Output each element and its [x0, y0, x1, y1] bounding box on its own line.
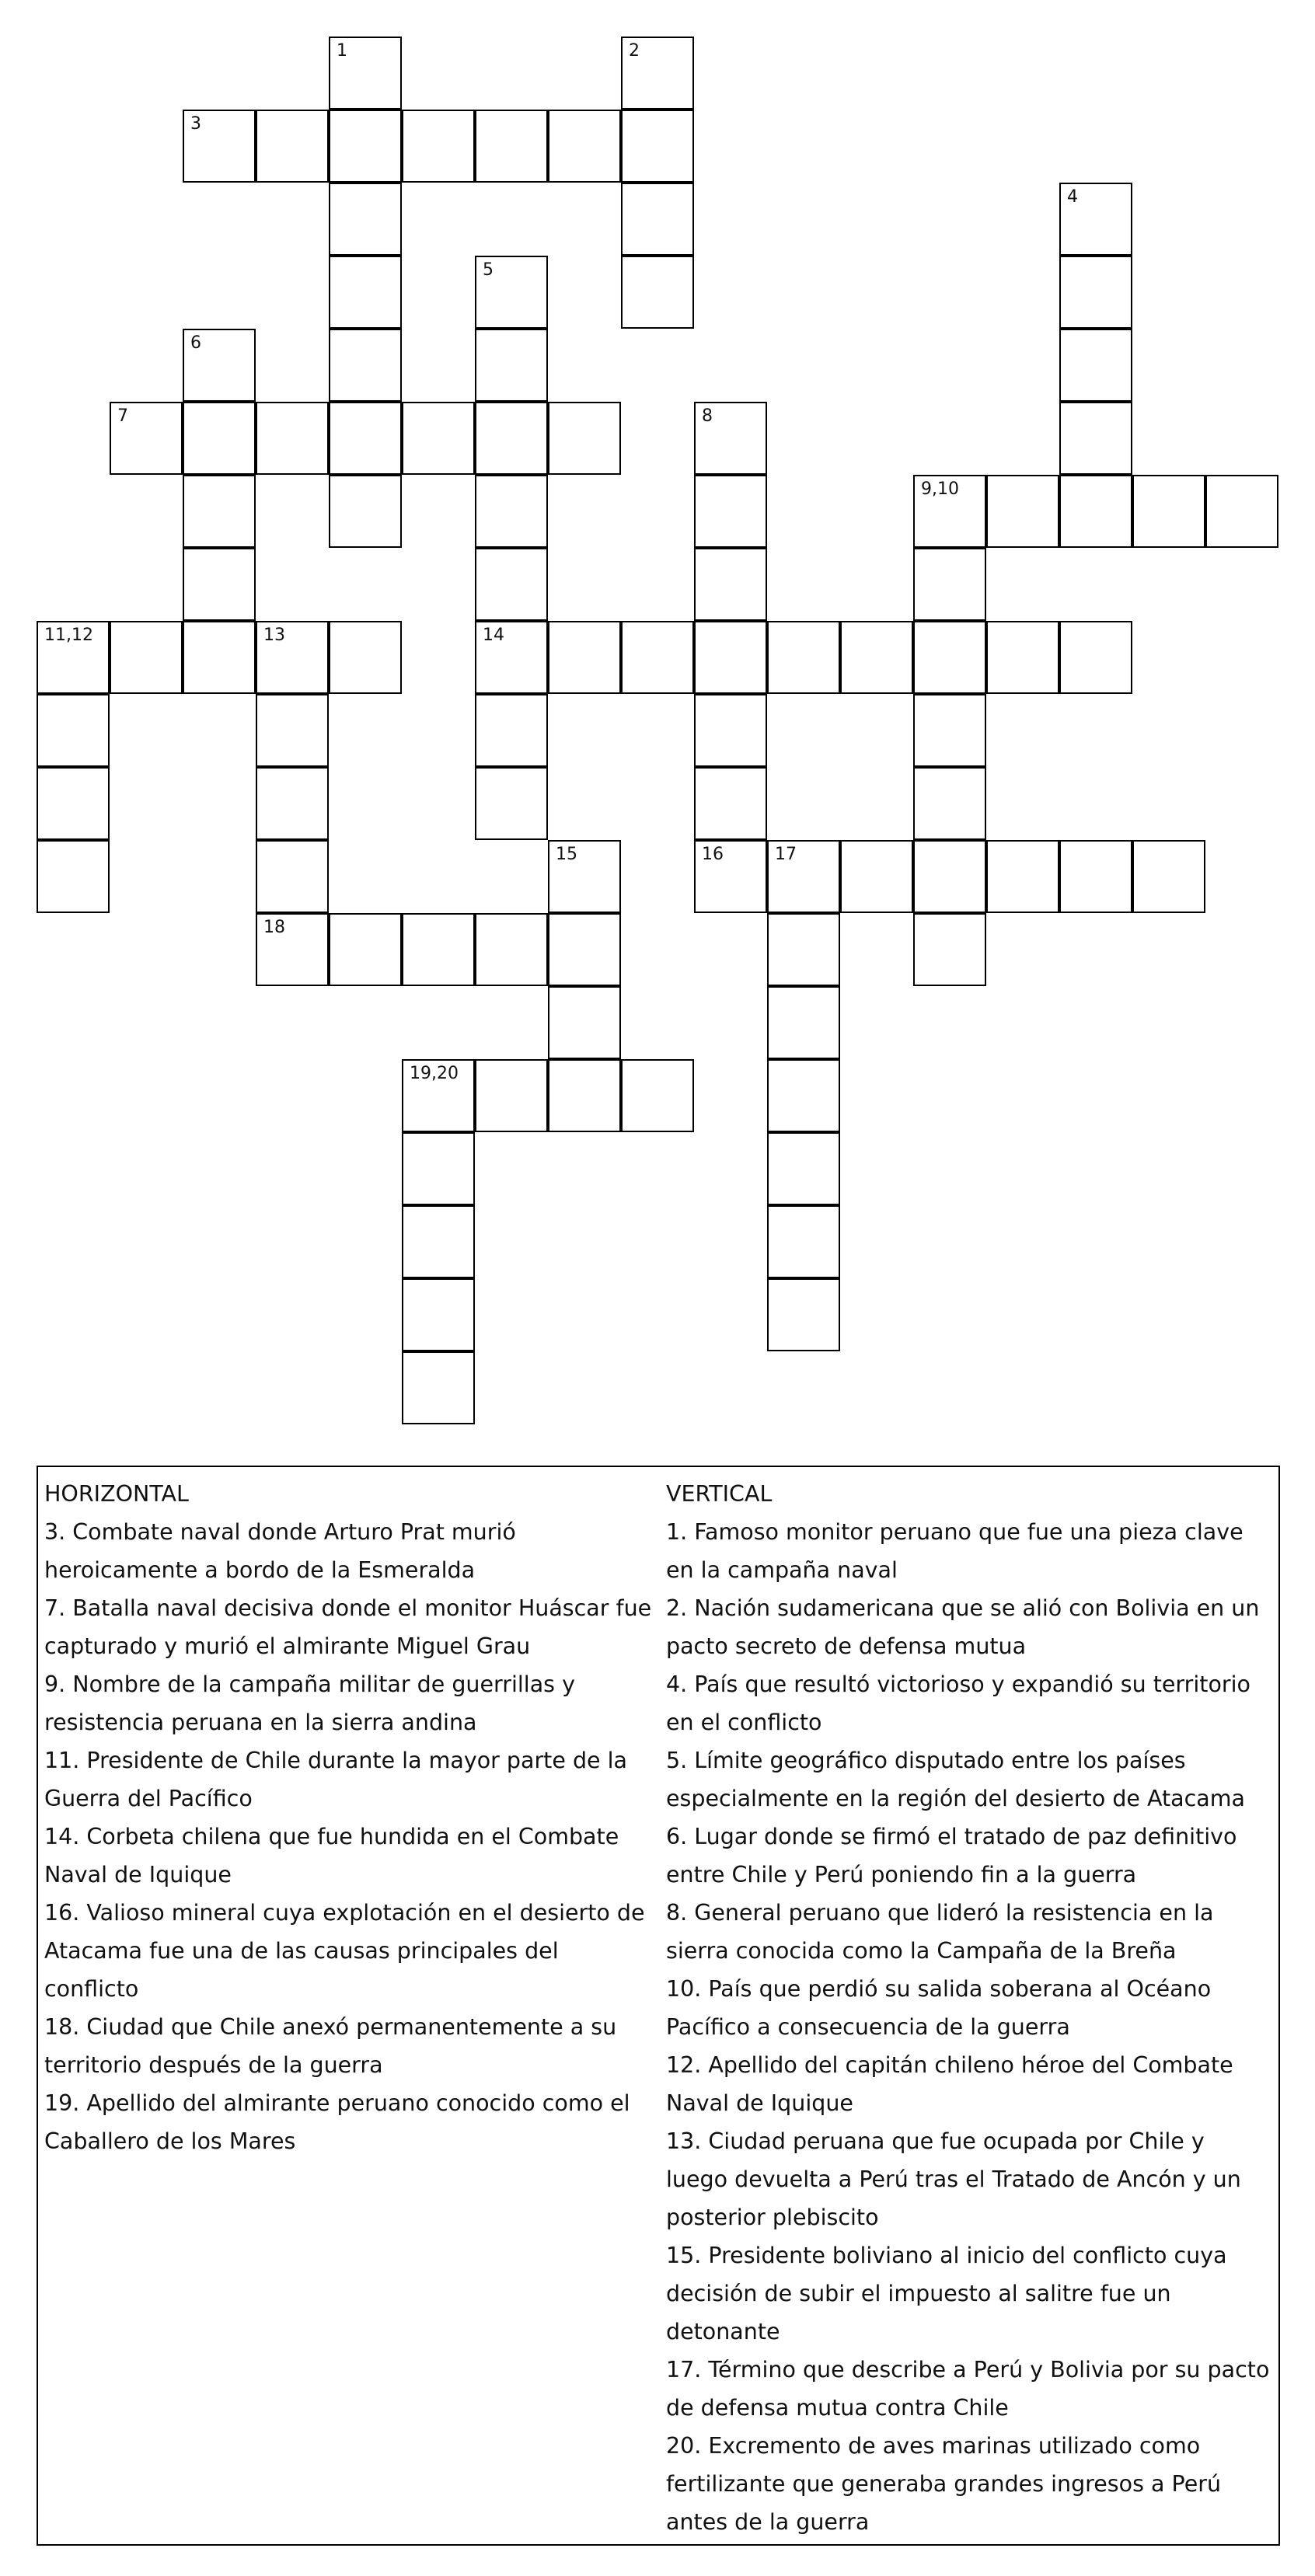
crossword-cell[interactable]	[402, 1351, 475, 1424]
clues-box	[37, 1466, 1280, 2546]
clue-h-19: 19. Apellido del almirante peruano conocido como el Caballero de los Mares	[44, 2090, 630, 2154]
clue-h-7: 7. Batalla naval decisiva donde el monitor Huáscar fue capturado y murió el almirante Miguel Grau	[44, 1595, 652, 1659]
crossword-cell[interactable]	[694, 402, 767, 475]
clue-h-9: 9. Nombre de la campaña militar de guerrillas y resistencia peruana en la sierra andina	[44, 1671, 575, 1735]
crossword-cell[interactable]	[402, 913, 475, 986]
clue-v-8: 8. General peruano que lideró la resistencia en la sierra conocida como la Campaña de la Breña	[666, 1900, 1214, 1964]
crossword-cell[interactable]	[329, 475, 402, 548]
crossword-cell[interactable]	[621, 256, 694, 329]
crossword-cell[interactable]	[913, 548, 986, 621]
crossword-cell[interactable]	[475, 329, 548, 402]
clue-v-20: 20. Excremento de aves marinas utilizado como fertilizante que generaba grandes ingresos a Perú antes de la guerra	[666, 2433, 1222, 2535]
vertical-heading: VERTICAL	[666, 1481, 773, 1507]
clue-h-14: 14. Corbeta chilena que fue hundida en el Combate Naval de Iquique	[44, 1824, 619, 1888]
crossword-cell[interactable]	[329, 110, 402, 183]
crossword-cell[interactable]	[1132, 475, 1205, 548]
clue-number: 1	[337, 41, 347, 61]
crossword-cell[interactable]	[913, 913, 986, 986]
clue-number: 18	[263, 918, 285, 937]
clue-number: 4	[1067, 187, 1078, 207]
clue-v-2: 2. Nación sudamericana que se alió con Bolivia en un pacto secreto de defensa mutua	[666, 1595, 1260, 1659]
crossword-cell[interactable]	[183, 548, 256, 621]
crossword-cell[interactable]	[475, 913, 548, 986]
crossword-cell[interactable]	[621, 110, 694, 183]
crossword-cell[interactable]	[767, 1059, 840, 1132]
crossword-cell[interactable]	[1059, 475, 1132, 548]
crossword-cell[interactable]	[402, 402, 475, 475]
clue-number: 15	[556, 845, 577, 864]
vertical-clues	[666, 1475, 1272, 2541]
crossword-cell[interactable]	[913, 840, 986, 913]
crossword-cell[interactable]	[256, 694, 329, 767]
clue-number: 6	[190, 333, 201, 353]
clue-number: 9,10	[921, 479, 959, 499]
crossword-cell[interactable]	[475, 548, 548, 621]
clue-number: 5	[483, 260, 494, 280]
crossword-cell[interactable]	[548, 986, 621, 1059]
crossword-cell[interactable]	[694, 475, 767, 548]
crossword-cell[interactable]	[37, 840, 110, 913]
crossword-cell[interactable]	[475, 767, 548, 840]
crossword-cell[interactable]	[256, 767, 329, 840]
crossword-cell[interactable]	[402, 1205, 475, 1278]
crossword-cell[interactable]	[913, 621, 986, 694]
clue-v-1: 1. Famoso monitor peruano que fue una pieza clave en la campaña naval	[666, 1519, 1243, 1583]
crossword-cell[interactable]	[329, 256, 402, 329]
crossword-cell[interactable]	[329, 402, 402, 475]
crossword-cell[interactable]	[329, 183, 402, 256]
crossword-cell[interactable]	[183, 110, 256, 183]
crossword-cell[interactable]	[329, 621, 402, 694]
crossword-cell[interactable]	[183, 329, 256, 402]
clue-number: 11,12	[44, 626, 93, 645]
crossword-cell[interactable]	[913, 694, 986, 767]
crossword-cell[interactable]	[621, 183, 694, 256]
crossword-cell[interactable]	[1059, 621, 1132, 694]
crossword-cell[interactable]	[329, 329, 402, 402]
clue-v-6: 6. Lugar donde se firmó el tratado de paz definitivo entre Chile y Perú poniendo fin a la guerra	[666, 1824, 1237, 1888]
crossword-cell[interactable]	[986, 840, 1059, 913]
crossword-cell[interactable]	[402, 1278, 475, 1351]
clue-number: 17	[775, 845, 797, 864]
clue-v-5: 5. Límite geográfico disputado entre los países especialmente en la región del desierto de Atacama	[666, 1748, 1245, 1811]
crossword-cell[interactable]	[548, 402, 621, 475]
crossword-cell[interactable]	[329, 913, 402, 986]
horizontal-heading: HORIZONTAL	[44, 1481, 189, 1507]
clue-h-3: 3. Combate naval donde Arturo Prat murió heroicamente a bordo de la Esmeralda	[44, 1519, 516, 1583]
crossword-cell[interactable]	[329, 37, 402, 110]
crossword-cell[interactable]	[256, 110, 329, 183]
crossword-cell[interactable]	[37, 621, 110, 694]
crossword-cell[interactable]	[913, 767, 986, 840]
crossword-cell[interactable]	[183, 402, 256, 475]
crossword-cell[interactable]	[548, 913, 621, 986]
horizontal-clues	[44, 1475, 658, 2160]
crossword-cell[interactable]	[548, 621, 621, 694]
clue-number: 14	[483, 626, 504, 645]
crossword-cell[interactable]	[986, 475, 1059, 548]
crossword-cell[interactable]	[767, 1278, 840, 1351]
crossword-cell[interactable]	[475, 402, 548, 475]
crossword-cell[interactable]	[475, 1059, 548, 1132]
crossword-cell[interactable]	[110, 402, 183, 475]
crossword-cell[interactable]	[548, 1059, 621, 1132]
crossword-cell[interactable]	[475, 475, 548, 548]
clue-number: 13	[263, 626, 285, 645]
crossword-cell[interactable]	[110, 621, 183, 694]
crossword-cell[interactable]	[402, 110, 475, 183]
crossword-cell[interactable]	[402, 1059, 475, 1132]
clue-v-17: 17. Término que describe a Perú y Bolivia por su pacto de defensa mutua contra Chile	[666, 2357, 1270, 2421]
crossword-cell[interactable]	[183, 621, 256, 694]
crossword-cell[interactable]	[694, 694, 767, 767]
crossword-cell[interactable]	[621, 621, 694, 694]
crossword-cell[interactable]	[694, 548, 767, 621]
crossword-cell[interactable]	[767, 986, 840, 1059]
clue-number: 3	[190, 114, 201, 134]
crossword-cell[interactable]	[694, 621, 767, 694]
clue-v-10: 10. País que perdió su salida soberana al Océano Pacífico a consecuencia de la guerra	[666, 1976, 1212, 2040]
clue-number: 2	[629, 41, 640, 61]
clue-number: 8	[702, 406, 713, 426]
clue-h-16: 16. Valioso mineral cuya explotación en el desierto de Atacama fue una de las causas principales del conflicto	[44, 1900, 645, 2002]
clue-h-11: 11. Presidente de Chile durante la mayor parte de la Guerra del Pacífico	[44, 1748, 628, 1811]
crossword-cell[interactable]	[548, 840, 621, 913]
crossword-cell[interactable]	[475, 110, 548, 183]
crossword-cell[interactable]	[256, 621, 329, 694]
crossword-cell[interactable]	[767, 913, 840, 986]
crossword-cell[interactable]	[767, 840, 840, 913]
crossword-cell[interactable]	[621, 37, 694, 110]
crossword-cell[interactable]	[256, 913, 329, 986]
crossword-cell[interactable]	[694, 840, 767, 913]
crossword-cell[interactable]	[694, 767, 767, 840]
clue-number: 19,20	[410, 1064, 459, 1083]
clue-v-15: 15. Presidente boliviano al inicio del conflicto cuya decisión de subir el impuesto al salitre fue un detonante	[666, 2243, 1227, 2344]
crossword-cell[interactable]	[1205, 475, 1278, 548]
clue-number: 16	[702, 845, 724, 864]
crossword-cell[interactable]	[37, 767, 110, 840]
clue-v-12: 12. Apellido del capitán chileno héroe del Combate Naval de Iquique	[666, 2052, 1233, 2116]
crossword-cell[interactable]	[1059, 183, 1132, 256]
crossword-cell[interactable]	[767, 1205, 840, 1278]
clue-number: 7	[117, 406, 128, 426]
crossword-cell[interactable]	[402, 1132, 475, 1205]
crossword-cell[interactable]	[256, 402, 329, 475]
crossword-cell[interactable]	[621, 1059, 694, 1132]
crossword-cell[interactable]	[183, 475, 256, 548]
crossword-cell[interactable]	[1059, 840, 1132, 913]
crossword-cell[interactable]	[256, 840, 329, 913]
crossword-cell[interactable]	[1132, 840, 1205, 913]
clue-h-18: 18. Ciudad que Chile anexó permanentemente a su territorio después de la guerra	[44, 2014, 617, 2078]
crossword-cell[interactable]	[1059, 329, 1132, 402]
crossword-cell[interactable]	[986, 621, 1059, 694]
crossword-cell[interactable]	[475, 621, 548, 694]
crossword-cell[interactable]	[840, 840, 913, 913]
crossword-cell[interactable]	[475, 694, 548, 767]
crossword-cell[interactable]	[475, 256, 548, 329]
crossword-cell[interactable]	[913, 475, 986, 548]
crossword-cell[interactable]	[840, 621, 913, 694]
crossword-cell[interactable]	[767, 621, 840, 694]
crossword-cell[interactable]	[548, 110, 621, 183]
clue-v-4: 4. País que resultó victorioso y expandió su territorio en el conflicto	[666, 1671, 1250, 1735]
crossword-cell[interactable]	[1059, 256, 1132, 329]
crossword-cell[interactable]	[767, 1132, 840, 1205]
clue-v-13: 13. Ciudad peruana que fue ocupada por Chile y luego devuelta a Perú tras el Tratado de Ancón y un posterior plebiscito	[666, 2128, 1241, 2230]
crossword-cell[interactable]	[37, 694, 110, 767]
crossword-cell[interactable]	[1059, 402, 1132, 475]
